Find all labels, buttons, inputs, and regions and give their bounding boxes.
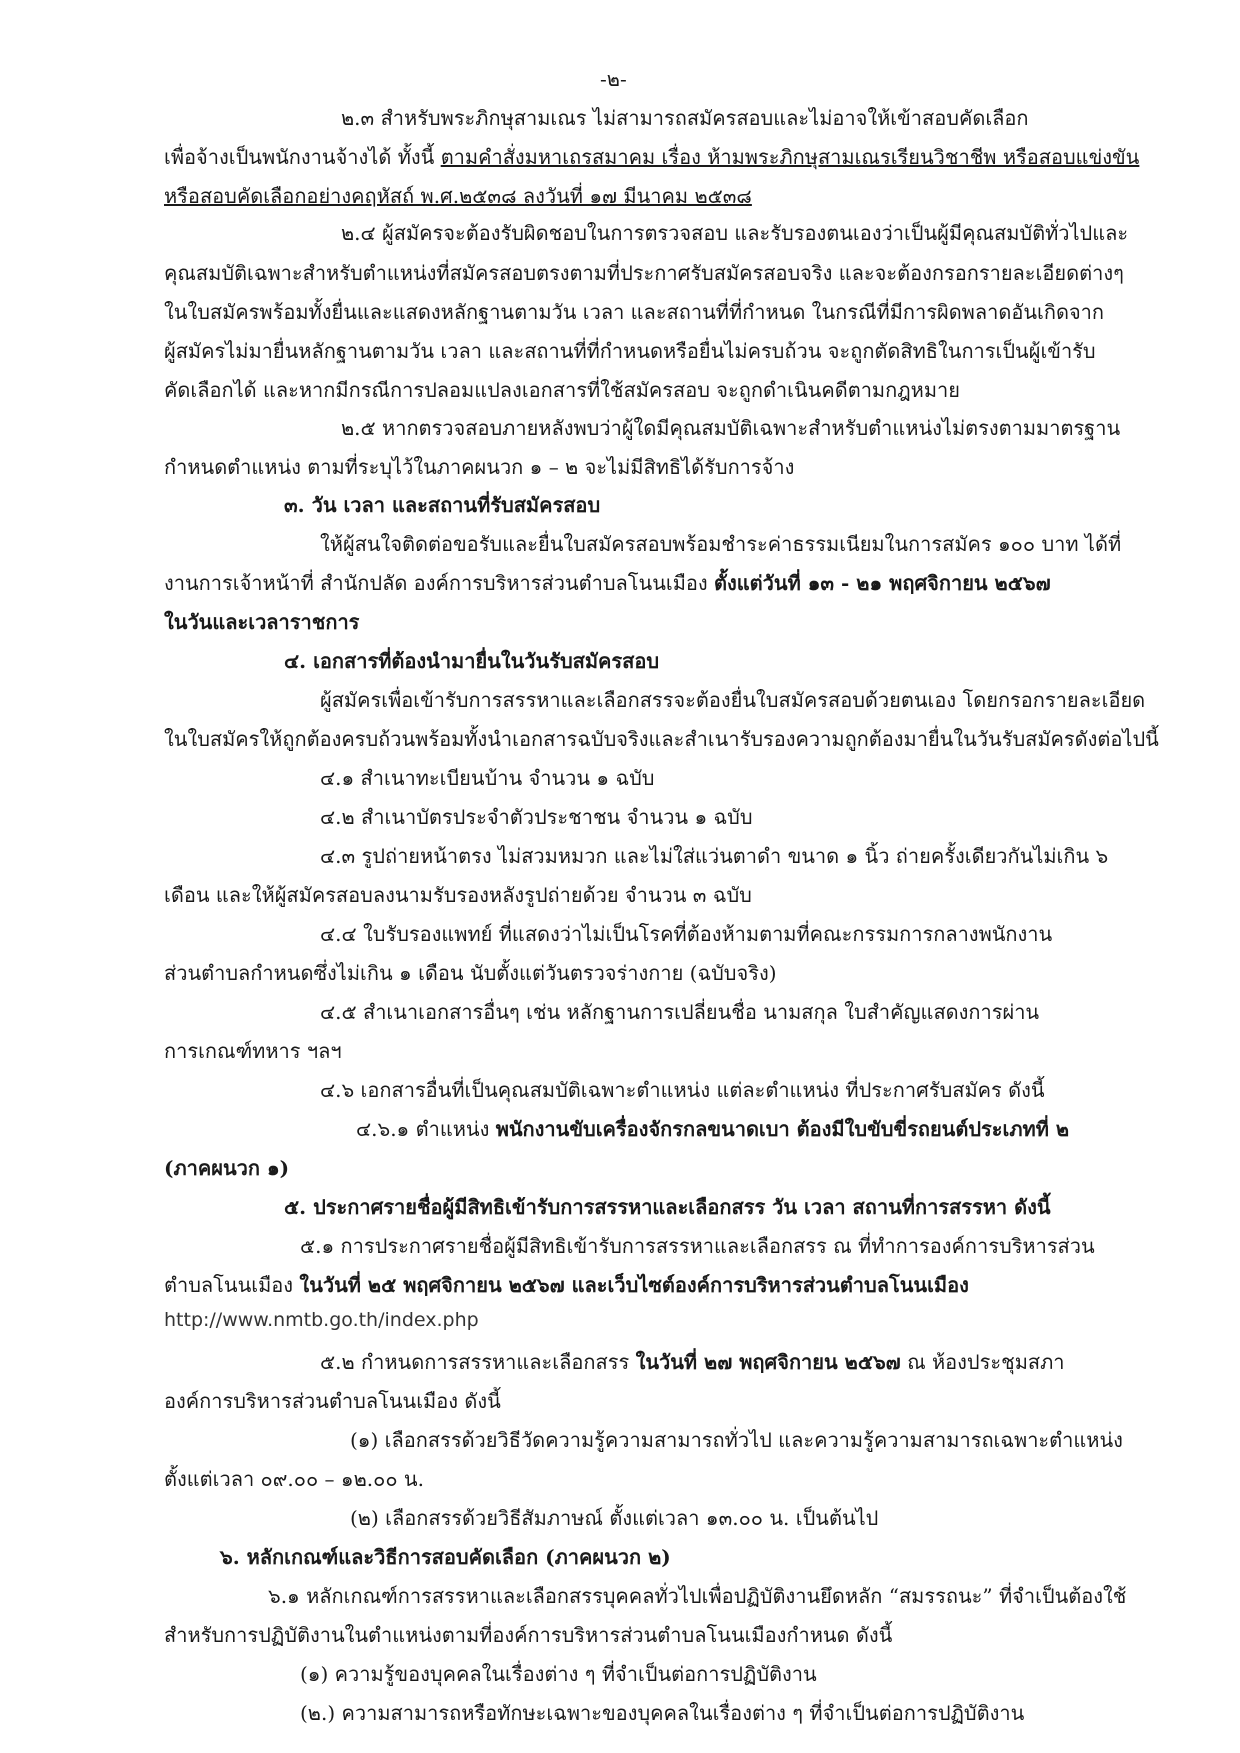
section-5-heading: ๕. ประกาศรายชื่อผู้มีสิทธิเข้ารับการสรรหาและเลือกสรร วัน เวลา สถานที่การสรรหา ดังนี้ bbox=[284, 1195, 1051, 1219]
section-3-office: งานการเจ้าหน้าที่ สำนักปลัด องค์การบริหารส่วนตำบลโนนเมือง bbox=[164, 571, 708, 595]
item-5-2-date: ในวันที่ ๒๗ พฤศจิกายน ๒๕๖๗ bbox=[635, 1350, 901, 1374]
section-4-line-1: ผู้สมัครเพื่อเข้ารับการสรรหาและเลือกสรรจะต้องยื่นใบสมัครสอบด้วยตนเอง โดยกรอกรายละเอียด bbox=[320, 688, 1146, 712]
item-5-2-line-1 bbox=[320, 1345, 1065, 1379]
section-3-line-1: ให้ผู้สนใจติดต่อขอรับและยื่นใบสมัครสอบพร้อมชำระค่าธรรมเนียมในการสมัคร ๑๐๐ บาท ได้ที่ bbox=[320, 532, 1122, 556]
clause-2-3-line-3: หรือสอบคัดเลือกอย่างคฤหัสถ์ พ.ศ.๒๕๓๘ ลงวันที่ ๑๗ มีนาคม ๒๕๓๘ bbox=[164, 184, 752, 208]
item-4-4-line-1: ๔.๔ ใบรับรองแพทย์ ที่แสดงว่าไม่เป็นโรคที่ต้องห้ามตามที่คณะกรรมการกลางพนักงาน bbox=[320, 922, 1053, 946]
section-3-heading: ๓. วัน เวลา และสถานที่รับสมัครสอบ bbox=[284, 493, 601, 517]
clause-2-3-order-ref: ตามคำสั่งมหาเถรสมาคม เรื่อง ห้ามพระภิกษุสามเณรเรียนวิชาชีพ หรือสอบแข่งขัน bbox=[440, 145, 1140, 169]
item-4-3-line-1: ๔.๓ รูปถ่ายหน้าตรง ไม่สวมหมวก และไม่ใส่แว่นตาดำ ขนาด ๑ นิ้ว ถ่ายครั้งเดียวกันไม่เกิน ๖ bbox=[320, 844, 1109, 868]
item-5-1-date: ในวันที่ ๒๕ พฤศจิกายน ๒๕๖๗ และเว็บไซต์องค์การบริหารส่วนตำบลโนนเมือง bbox=[299, 1273, 969, 1297]
section-4-heading: ๔. เอกสารที่ต้องนำมายื่นในวันรับสมัครสอบ bbox=[284, 649, 660, 673]
item-4-6: ๔.๖ เอกสารอื่นที่เป็นคุณสมบัติเฉพาะตำแหน่ง แต่ละตำแหน่ง ที่ประกาศรับสมัคร ดังนี้ bbox=[320, 1078, 1045, 1102]
item-4-2: ๔.๒ สำเนาบัตรประจำตัวประชาชน จำนวน ๑ ฉบับ bbox=[320, 805, 753, 829]
page-number: -๒- bbox=[600, 67, 627, 91]
item-4-1: ๔.๑ สำเนาทะเบียนบ้าน จำนวน ๑ ฉบับ bbox=[320, 766, 655, 790]
item-6-1-2: (๒.) ความสามารถหรือทักษะเฉพาะของบุคคลในเรื่องต่าง ๆ ที่จำเป็นต่อการปฏิบัติงาน bbox=[300, 1701, 1025, 1725]
clause-2-3-text: เพื่อจ้างเป็นพนักงานจ้างได้ ทั้งนี้ bbox=[164, 145, 435, 169]
item-5-1-line-2 bbox=[164, 1268, 969, 1302]
clause-2-3-line-2 bbox=[164, 140, 1139, 174]
clause-2-4-line-3: ในใบสมัครพร้อมทั้งยื่นและแสดงหลักฐานตามวัน เวลา และสถานที่ที่กำหนด ในกรณีที่มีการผิดพลาดอันเกิดจาก bbox=[164, 300, 1105, 324]
clause-2-4-line-1: ๒.๔ ผู้สมัครจะต้องรับผิดชอบในการตรวจสอบ และรับรองตนเองว่าเป็นผู้มีคุณสมบัติทั่วไปและ bbox=[341, 221, 1129, 245]
clause-2-5-line-1: ๒.๕ หากตรวจสอบภายหลังพบว่าผู้ใดมีคุณสมบัติเฉพาะสำหรับตำแหน่งไม่ตรงตามมาตรฐาน bbox=[341, 416, 1121, 440]
section-4-line-2: ในใบสมัครให้ถูกต้องครบถ้วนพร้อมทั้งนำเอกสารฉบับจริงและสำเนารับรองความถูกต้องมายื่นในวันรับสมัครดังต่อไปนี้ bbox=[164, 727, 1159, 751]
item-5-1-url: http://www.nmtb.go.th/index.php bbox=[164, 1309, 479, 1331]
item-4-4-line-2: ส่วนตำบลกำหนดซึ่งไม่เกิน ๑ เดือน นับตั้งแต่วันตรวจร่างกาย (ฉบับจริง) bbox=[164, 961, 777, 985]
item-5-2-venue: ณ ห้องประชุมสภา bbox=[907, 1350, 1065, 1374]
section-3-line-3: ในวันและเวลาราชการ bbox=[164, 610, 360, 634]
item-6-1-1: (๑) ความรู้ของบุคคลในเรื่องต่าง ๆ ที่จำเป็นต่อการปฏิบัติงาน bbox=[300, 1662, 817, 1686]
clause-2-4-line-4: ผู้สมัครไม่มายื่นหลักฐานตามวัน เวลา และสถานที่ที่กำหนดหรือยื่นไม่ครบถ้วน จะถูกตัดสิทธิในการเป็นผู้เข้ารับ bbox=[164, 339, 1096, 363]
item-4-5-line-2: การเกณฑ์ทหาร ฯลฯ bbox=[164, 1039, 342, 1063]
item-5-2-1-line-2: ตั้งแต่เวลา ๐๙.๐๐ – ๑๒.๐๐ น. bbox=[164, 1467, 424, 1491]
item-6-1-line-1: ๖.๑ หลักเกณฑ์การสรรหาและเลือกสรรบุคคลทั่วไปเพื่อปฏิบัติงานยึดหลัก “สมรรถนะ” ที่จำเป็นต้องใช้ bbox=[268, 1584, 1127, 1608]
item-4-6-1-position: พนักงานขับเครื่องจักรกลขนาดเบา ต้องมีใบขับขี่รถยนต์ประเภทที่ ๒ bbox=[495, 1117, 1070, 1141]
clause-2-4-line-2: คุณสมบัติเฉพาะสำหรับตำแหน่งที่สมัครสอบตรงตามที่ประกาศรับสมัครสอบจริง และจะต้องกรอกรายละเอียดต่างๆ bbox=[164, 261, 1124, 285]
section-3-dates: ตั้งแต่วันที่ ๑๓ - ๒๑ พฤศจิกายน ๒๕๖๗ bbox=[714, 571, 1051, 595]
item-4-6-1-label: ๔.๖.๑ ตำแหน่ง bbox=[356, 1117, 490, 1141]
clause-2-4-line-5: คัดเลือกได้ และหากมีกรณีการปลอมแปลงเอกสารที่ใช้สมัครสอบ จะถูกดำเนินคดีตามกฎหมาย bbox=[164, 378, 960, 402]
item-5-2-label: ๕.๒ กำหนดการสรรหาและเลือกสรร bbox=[320, 1350, 630, 1374]
clause-2-3-line-1: ๒.๓ สำหรับพระภิกษุสามเณร ไม่สามารถสมัครสอบและไม่อาจให้เข้าสอบคัดเลือก bbox=[341, 106, 1029, 130]
item-5-1-place: ตำบลโนนเมือง bbox=[164, 1273, 294, 1297]
item-6-1-line-2: สำหรับการปฏิบัติงานในตำแหน่งตามที่องค์การบริหารส่วนตำบลโนนเมืองกำหนด ดังนี้ bbox=[164, 1623, 893, 1647]
item-4-6-1-line-1 bbox=[356, 1112, 1069, 1146]
item-5-2-line-2: องค์การบริหารส่วนตำบลโนนเมือง ดังนี้ bbox=[164, 1389, 501, 1413]
clause-2-5-line-2: กำหนดตำแหน่ง ตามที่ระบุไว้ในภาคผนวก ๑ – ๒ จะไม่มีสิทธิได้รับการจ้าง bbox=[164, 455, 795, 479]
item-4-5-line-1: ๔.๕ สำเนาเอกสารอื่นๆ เช่น หลักฐานการเปลี่ยนชื่อ นามสกุล ใบสำคัญแสดงการผ่าน bbox=[320, 1000, 1040, 1024]
item-5-2-2: (๒) เลือกสรรด้วยวิธีสัมภาษณ์ ตั้งแต่เวลา ๑๓.๐๐ น. เป็นต้นไป bbox=[350, 1506, 879, 1530]
item-4-6-1-line-2: (ภาคผนวก ๑) bbox=[164, 1156, 290, 1180]
item-5-2-1-line-1: (๑) เลือกสรรด้วยวิธีวัดความรู้ความสามารถทั่วไป และความรู้ความสามารถเฉพาะตำแหน่ง bbox=[350, 1428, 1123, 1452]
section-6-heading: ๖. หลักเกณฑ์และวิธีการสอบคัดเลือก (ภาคผนวก ๒) bbox=[220, 1545, 671, 1569]
section-3-line-2 bbox=[164, 566, 1051, 600]
item-5-1-line-1: ๕.๑ การประกาศรายชื่อผู้มีสิทธิเข้ารับการสรรหาและเลือกสรร ณ ที่ทำการองค์การบริหารส่วน bbox=[300, 1234, 1095, 1258]
item-4-3-line-2: เดือน และให้ผู้สมัครสอบลงนามรับรองหลังรูปถ่ายด้วย จำนวน ๓ ฉบับ bbox=[164, 883, 752, 907]
